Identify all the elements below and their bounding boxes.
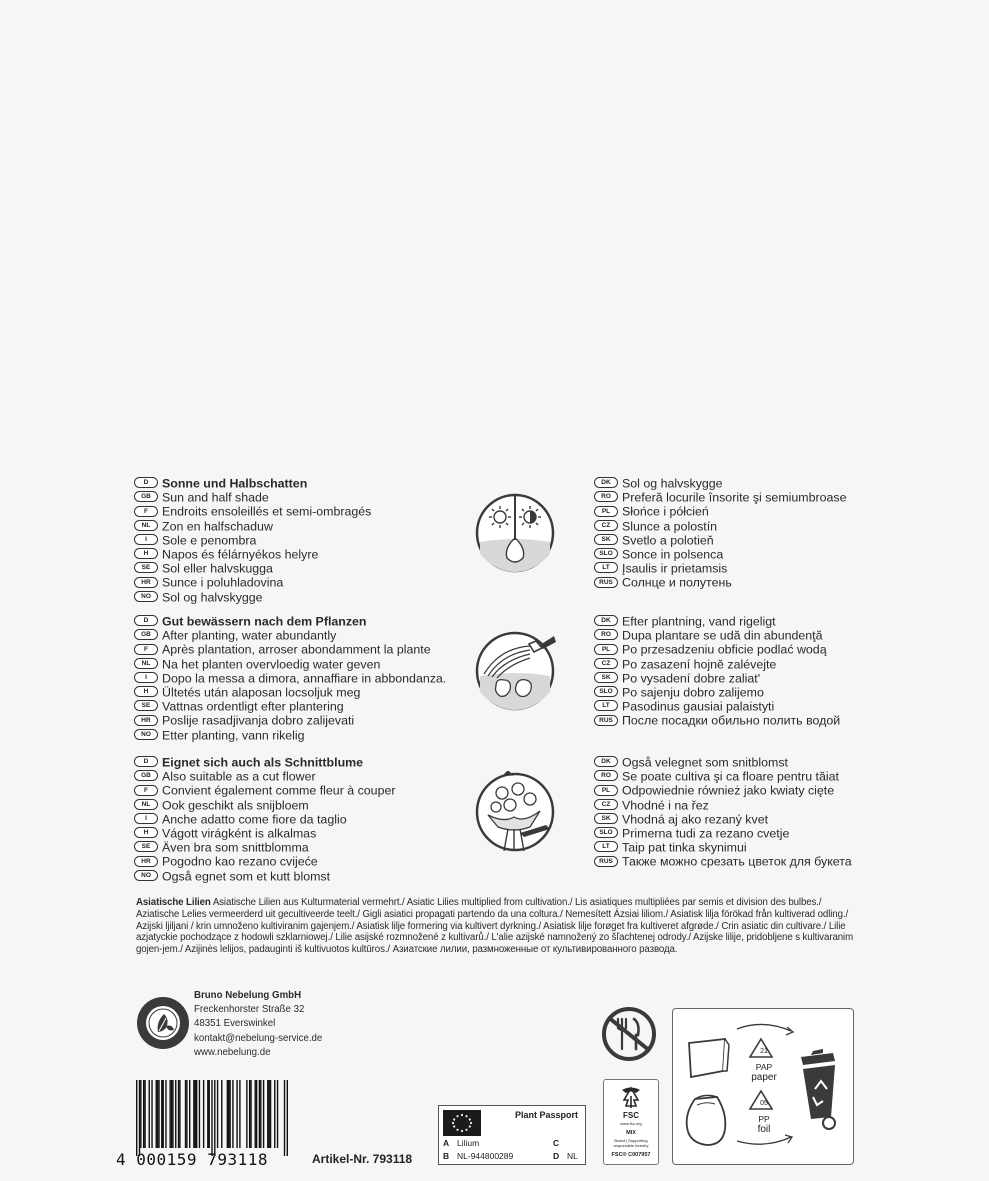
language-line xyxy=(134,755,395,769)
language-text: Słońce i półcień xyxy=(622,504,709,519)
barcode-bar xyxy=(151,1080,152,1148)
barcode-bar xyxy=(211,1080,212,1156)
barcode-bar xyxy=(249,1080,250,1148)
barcode-bar xyxy=(196,1080,197,1148)
language-line xyxy=(594,685,840,699)
language-line xyxy=(134,869,395,883)
language-code-badge: SK xyxy=(594,813,618,824)
language-line xyxy=(134,504,371,518)
language-text: Etter planting, vann rikelig xyxy=(162,728,305,743)
language-text: Also suitable as a cut flower xyxy=(162,769,316,784)
barcode-bar xyxy=(179,1080,180,1148)
language-code-badge: NO xyxy=(134,591,158,602)
language-code-badge: LT xyxy=(594,700,618,711)
paper-abbr: PAP xyxy=(755,1062,773,1072)
language-line xyxy=(594,826,852,840)
language-code-badge: RO xyxy=(594,770,618,781)
language-code-badge: PL xyxy=(594,785,618,796)
language-line xyxy=(594,642,840,656)
barcode-bar xyxy=(277,1080,278,1148)
barcode-bar xyxy=(221,1080,222,1148)
language-line xyxy=(594,533,847,547)
ean-barcode xyxy=(116,1080,294,1172)
fsc-tree-icon xyxy=(618,1084,644,1110)
language-text: Pasodinus gausiai palaistyti xyxy=(622,699,775,714)
passport-row-c xyxy=(553,1138,567,1148)
language-text: Įsaulis ir prietamsis xyxy=(622,561,728,576)
language-code-badge: DK xyxy=(594,756,618,767)
barcode-bar xyxy=(217,1080,218,1148)
language-text: Солнце и полутень xyxy=(622,575,732,590)
language-code-badge: SLO xyxy=(594,548,618,559)
language-line xyxy=(134,854,395,868)
language-code-badge: CZ xyxy=(594,658,618,669)
language-line xyxy=(134,561,371,575)
barcode-bar xyxy=(139,1080,140,1156)
sun-half-shade-icon xyxy=(474,492,556,574)
language-text: Sol og halvskygge xyxy=(162,590,263,605)
language-text: Även bra som snittblomma xyxy=(162,840,309,855)
language-text: Po vysadení dobre zaliat' xyxy=(622,671,761,686)
language-line xyxy=(134,798,395,812)
language-code-badge: RUS xyxy=(594,856,618,867)
barcode-bar xyxy=(158,1080,159,1148)
fsc-label xyxy=(603,1079,659,1165)
language-line xyxy=(134,628,446,642)
language-code-badge: NL xyxy=(134,658,158,669)
language-code-badge: CZ xyxy=(594,799,618,810)
barcode-bar xyxy=(193,1080,194,1148)
passport-row-d xyxy=(553,1151,578,1161)
language-text: Sunce i poluhladovina xyxy=(162,575,284,590)
language-code-badge: F xyxy=(134,506,158,517)
language-code-badge: RO xyxy=(594,491,618,502)
language-text: Sun and half shade xyxy=(162,490,269,505)
language-text: Po zasazení hojně zalévejte xyxy=(622,657,777,672)
language-text: Vhodné i na řez xyxy=(622,798,709,813)
paper-sheet-icon xyxy=(689,1039,729,1077)
language-code-badge: GB xyxy=(134,491,158,502)
language-line xyxy=(594,476,847,490)
barcode-bar xyxy=(259,1080,260,1148)
barcode-bar xyxy=(256,1080,257,1148)
language-line xyxy=(594,798,852,812)
language-text: Zon en halfschaduw xyxy=(162,519,273,534)
language-text: Napos és félárnyékos helyre xyxy=(162,547,319,562)
barcode-bar xyxy=(185,1080,186,1148)
language-text: Dupa plantare se udă din abundenţă xyxy=(622,628,823,643)
language-text: Na het planten overvloedig water geven xyxy=(162,657,381,672)
language-code-badge: H xyxy=(134,686,158,697)
language-text: Ook geschikt als snijbloem xyxy=(162,798,309,813)
language-text: After planting, water abundantly xyxy=(162,628,337,643)
language-text: Eignet sich auch als Schnittblume xyxy=(162,755,364,770)
language-code-badge: HR xyxy=(134,715,158,726)
language-text: Sol og halvskygge xyxy=(622,476,723,491)
company-email[interactable]: kontakt@nebelung-service.de xyxy=(194,1032,323,1044)
language-code-badge: D xyxy=(134,615,158,626)
barcode-bar xyxy=(171,1080,172,1148)
language-code-badge: HR xyxy=(134,577,158,588)
language-text: Ültetés után alaposan locsoljuk meg xyxy=(162,685,361,700)
language-text: Sonne und Halbschatten xyxy=(162,476,308,491)
variety-title: Asiatische Lilien xyxy=(136,897,211,908)
language-line xyxy=(594,561,847,575)
language-text: Po sajenju dobro zalijemo xyxy=(622,685,764,700)
plant-passport xyxy=(438,1105,586,1165)
barcode-bar xyxy=(165,1080,166,1148)
language-line xyxy=(134,590,371,604)
barcode-bar xyxy=(284,1080,285,1156)
language-text: Vágott virágként is alkalmas xyxy=(162,826,317,841)
description-line: gojen-jem./ Azijinės lelijos, padauginti iš kultivuotos kultūros./ Азиатские лилии, размноженные от культивированного развода. xyxy=(136,944,678,956)
language-line xyxy=(134,728,446,742)
barcode-bar xyxy=(172,1080,173,1148)
language-code-badge: RO xyxy=(594,629,618,640)
language-code-badge: F xyxy=(134,785,158,796)
barcode-bar xyxy=(136,1080,137,1156)
cut-flower-icon xyxy=(474,771,556,853)
language-line xyxy=(594,769,852,783)
language-text: Po przesadzeniu obficie podlać wodą xyxy=(622,642,827,657)
language-code-badge: RUS xyxy=(594,715,618,726)
instructions-left-column xyxy=(134,614,446,742)
instructions-left-column xyxy=(134,476,371,604)
foil-abbr: PP xyxy=(758,1114,770,1124)
barcode-bar xyxy=(178,1080,179,1148)
language-text: Pogodno kao rezano cvijeće xyxy=(162,854,318,869)
language-line xyxy=(134,826,395,840)
language-code-badge: DK xyxy=(594,477,618,488)
language-text: Après plantation, arroser abondamment la plante xyxy=(162,642,431,657)
language-text: Convient également comme fleur à couper xyxy=(162,783,396,798)
watering-can-icon xyxy=(474,630,556,712)
language-line xyxy=(594,504,847,518)
language-line xyxy=(134,519,371,533)
language-code-badge: DK xyxy=(594,615,618,626)
barcode-bar xyxy=(175,1080,176,1148)
language-code-badge: F xyxy=(134,644,158,655)
language-line xyxy=(594,840,852,854)
language-line xyxy=(594,490,847,504)
sustainable-supplier-seal-icon xyxy=(136,996,190,1050)
language-line xyxy=(134,547,371,561)
language-code-badge: SLO xyxy=(594,686,618,697)
language-code-badge: H xyxy=(134,548,158,559)
barcode-bars xyxy=(136,1080,288,1156)
barcode-bar xyxy=(157,1080,158,1148)
language-code-badge: RUS xyxy=(594,577,618,588)
language-code-badge: SE xyxy=(134,841,158,852)
language-line xyxy=(594,713,840,727)
passport-key: A xyxy=(443,1138,450,1148)
language-line xyxy=(134,614,446,628)
barcode-bar xyxy=(143,1080,144,1148)
company-street: Freckenhorster Straße 32 xyxy=(194,1004,305,1016)
barcode-bar xyxy=(270,1080,271,1148)
language-code-badge: D xyxy=(134,477,158,488)
language-line xyxy=(594,755,852,769)
language-line xyxy=(594,671,840,685)
language-line xyxy=(134,476,371,490)
barcode-bar xyxy=(203,1080,204,1148)
language-text: Vhodná aj ako rezaný kvet xyxy=(622,812,769,827)
language-line xyxy=(134,840,395,854)
barcode-bar xyxy=(199,1080,200,1148)
language-code-badge: LT xyxy=(594,562,618,573)
barcode-bar xyxy=(229,1080,230,1148)
language-text: Preferă locurile însorite şi semiumbroase xyxy=(622,490,847,505)
language-line xyxy=(594,547,847,561)
fsc-name: FSC xyxy=(623,1111,639,1120)
recycling-info xyxy=(672,1008,854,1165)
barcode-bar xyxy=(214,1080,215,1156)
language-line xyxy=(594,812,852,826)
passport-key: D xyxy=(553,1151,560,1161)
barcode-digits: 4 000159 793118 xyxy=(116,1150,268,1169)
fsc-mix: MIX xyxy=(626,1130,636,1136)
language-text: Primerna tudi za rezano cvetje xyxy=(622,826,790,841)
not-for-consumption-icon xyxy=(600,1005,658,1063)
paper-code: 21 xyxy=(760,1048,768,1055)
language-line xyxy=(594,628,840,642)
language-code-badge: D xyxy=(134,756,158,767)
language-code-badge: NL xyxy=(134,799,158,810)
barcode-bar xyxy=(255,1080,256,1148)
language-code-badge: SK xyxy=(594,672,618,683)
barcode-bar xyxy=(149,1080,150,1148)
eu-flag-icon xyxy=(443,1110,481,1136)
language-code-badge: GB xyxy=(134,770,158,781)
paper-label-wrap xyxy=(744,1073,784,1082)
language-text: Endroits ensoleillés et semi-ombragés xyxy=(162,504,372,519)
language-line xyxy=(134,713,446,727)
language-code-badge: GB xyxy=(134,629,158,640)
language-text: Anche adatto come fiore da taglio xyxy=(162,812,347,827)
language-code-badge: I xyxy=(134,534,158,545)
barcode-bar xyxy=(189,1080,190,1148)
language-code-badge: H xyxy=(134,827,158,838)
barcode-bar xyxy=(274,1080,275,1148)
language-text: Sole e penombra xyxy=(162,533,257,548)
language-line xyxy=(594,657,840,671)
language-line xyxy=(134,642,446,656)
language-line xyxy=(134,657,446,671)
language-text: Taip pat tinka skynimui xyxy=(622,840,747,855)
language-line xyxy=(594,614,840,628)
company-city: 48351 Everswinkel xyxy=(194,1018,276,1030)
language-code-badge: NO xyxy=(134,729,158,740)
barcode-bar xyxy=(162,1080,163,1148)
language-line xyxy=(594,699,840,713)
barcode-bar xyxy=(228,1080,229,1148)
language-line xyxy=(134,575,371,589)
language-text: Dopo la messa a dimora, annaffiare in abbondanza. xyxy=(162,671,447,686)
language-text: Gut bewässern nach dem Pflanzen xyxy=(162,614,367,629)
barcode-bar xyxy=(140,1080,141,1148)
language-line xyxy=(134,699,446,713)
barcode-bar xyxy=(169,1080,170,1148)
barcode-bar xyxy=(236,1080,237,1148)
barcode-bar xyxy=(227,1080,228,1148)
language-code-badge: HR xyxy=(134,856,158,867)
language-code-badge: NO xyxy=(134,870,158,881)
language-text: Sol eller halvskugga xyxy=(162,561,273,576)
barcode-bar xyxy=(250,1080,251,1148)
passport-row-b xyxy=(443,1151,513,1161)
barcode-bar xyxy=(232,1080,233,1148)
passport-value: NL-944800289 xyxy=(457,1151,514,1161)
barcode-bar xyxy=(260,1080,261,1148)
barcode-bar xyxy=(209,1080,210,1148)
language-line xyxy=(134,769,395,783)
language-text: После посадки обильно полить водой xyxy=(622,713,841,728)
barcode-bar xyxy=(144,1080,145,1148)
language-text: Efter plantning, vand rigeligt xyxy=(622,614,776,629)
passport-key: C xyxy=(553,1138,560,1148)
barcode-bar xyxy=(156,1080,157,1148)
paper-label: paper xyxy=(751,1072,777,1083)
language-text: Svetlo a polotieň xyxy=(622,533,714,548)
recycle-bin-icon xyxy=(801,1049,835,1129)
barcode-bar xyxy=(267,1080,268,1148)
barcode-bar xyxy=(263,1080,264,1148)
description-line: Aziatische Lelies vermeerderd uit gecultiveerde teelt./ Gigli asiatici propagati partendo da una coltura./ Nemesített Ázsiai liliom./ Asiatisk lilja förökad från kultiverad odling./ xyxy=(136,908,849,920)
language-code-badge: I xyxy=(134,813,158,824)
instructions-right-column xyxy=(594,755,852,869)
language-code-badge: CZ xyxy=(594,520,618,531)
description-line: Asiatische Lilien aus Kulturmaterial vermehrt./ Asiatic Lilies multiplied from cultivation./ Lis asiatiques multipliées par semis et division des bulbes./ xyxy=(210,897,822,908)
barcode-bar xyxy=(207,1080,208,1148)
language-line xyxy=(594,854,852,868)
barcode-bar xyxy=(239,1080,240,1148)
barcode-bar xyxy=(246,1080,247,1148)
language-code-badge: NL xyxy=(134,520,158,531)
language-code-badge: SLO xyxy=(594,827,618,838)
plant-passport-title: Plant Passport xyxy=(515,1110,579,1120)
language-code-badge: PL xyxy=(594,506,618,517)
language-text: Poslije rasadjivanja dobro zalijevati xyxy=(162,713,355,728)
language-line xyxy=(594,575,847,589)
language-line xyxy=(134,533,371,547)
passport-row-a xyxy=(443,1138,479,1148)
language-text: Sonce in polsenca xyxy=(622,547,724,562)
barcode-bar xyxy=(195,1080,196,1148)
article-number: Artikel-Nr. 793118 xyxy=(312,1152,413,1166)
language-text: Også velegnet som snitblomst xyxy=(622,755,788,770)
foil-label: foil xyxy=(757,1124,771,1135)
language-line xyxy=(134,490,371,504)
language-line xyxy=(594,519,847,533)
barcode-bar xyxy=(161,1080,162,1148)
barcode-bar xyxy=(268,1080,269,1148)
fsc-website: www.fsc.org xyxy=(620,1121,642,1126)
foil-code: 05 xyxy=(760,1100,768,1107)
language-text: Se poate cultiva şi ca floare pentru tăiat xyxy=(622,769,839,784)
company-name: Bruno Nebelung GmbH xyxy=(194,990,302,1001)
fsc-subtext: Board | Supporting responsible forestry xyxy=(613,1138,649,1148)
passport-value: Lilium xyxy=(457,1138,480,1148)
passport-value: NL xyxy=(567,1151,578,1161)
language-line xyxy=(594,783,852,797)
language-code-badge: PL xyxy=(594,644,618,655)
instructions-right-column xyxy=(594,614,840,728)
description-line: Azijski ljiljani / krin umnoženo kultiviranim gajenjem./ Asiatisk lilje formering via kultivert dyrkning./ Asiatisk lilje forøget fra kultiveret afgrøde./ Crin asiatic din cultivare./ Lilie xyxy=(136,920,846,932)
language-line xyxy=(134,812,395,826)
language-line xyxy=(134,685,446,699)
language-text: Også egnet som et kutt blomst xyxy=(162,869,331,884)
foil-label-wrap xyxy=(744,1125,784,1134)
language-code-badge: SK xyxy=(594,534,618,545)
language-text: Slunce a polostín xyxy=(622,519,718,534)
language-code-badge: LT xyxy=(594,841,618,852)
language-text: Также можно срезать цветок для букета xyxy=(622,854,852,869)
passport-key: B xyxy=(443,1151,450,1161)
company-website[interactable]: www.nebelung.de xyxy=(194,1046,271,1058)
language-code-badge: SE xyxy=(134,562,158,573)
variety-description xyxy=(136,897,856,956)
language-line xyxy=(134,783,395,797)
barcode-bar xyxy=(186,1080,187,1148)
instructions-left-column xyxy=(134,755,395,883)
foil-bag-icon xyxy=(687,1095,726,1145)
language-text: Vattnas ordentligt efter plantering xyxy=(162,699,344,714)
company-address xyxy=(194,989,322,1060)
language-text: Odpowiednie również jako kwiaty cięte xyxy=(622,783,835,798)
fsc-code: FSC® C007957 xyxy=(611,1152,651,1158)
description-line: azjatyckie pochodzące z hodowli szklarniowej./ Lilie asijské rozmnožené z kultivarů./ L'alie azijské namnožený zo šľachtenej odrody./ Azijske lilije, pridobljene s kultivaranim xyxy=(136,932,854,944)
language-code-badge: SE xyxy=(134,700,158,711)
language-code-badge: I xyxy=(134,672,158,683)
language-line xyxy=(134,671,446,685)
barcode-bar xyxy=(287,1080,288,1156)
instructions-right-column xyxy=(594,476,847,590)
